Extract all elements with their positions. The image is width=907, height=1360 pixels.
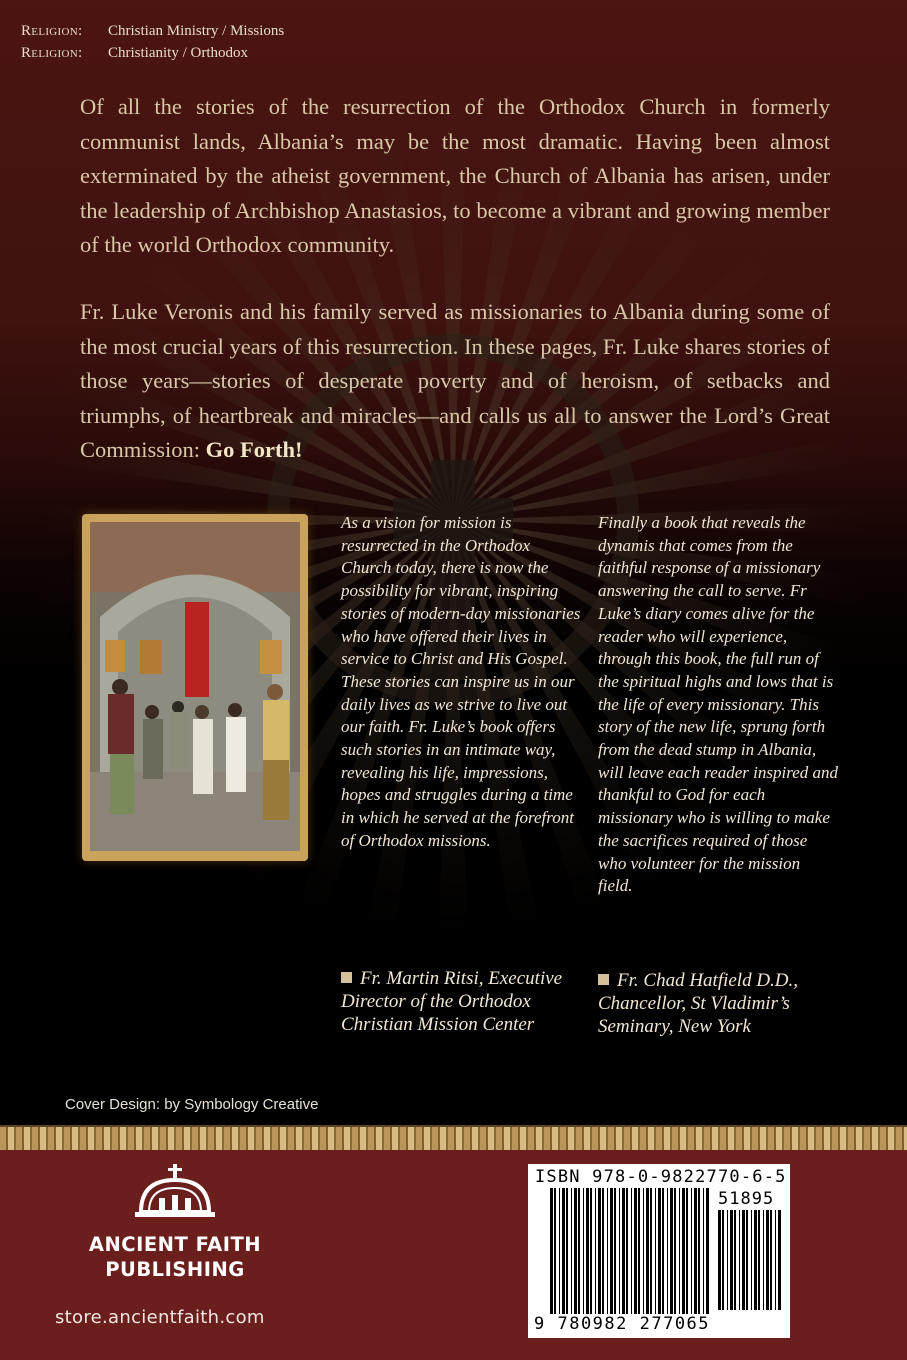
publisher-name — [40, 1232, 310, 1282]
publisher-line-1: ANCIENT FAITH — [88, 1233, 262, 1256]
barcode — [528, 1164, 790, 1338]
category-line-1 — [21, 20, 285, 42]
isbn-text: ISBN 978-0-9822770-6-5 — [535, 1167, 787, 1187]
store-url[interactable]: store.ancientfaith.com — [55, 1307, 265, 1328]
endorsement-quote-1: As a vision for mission is resurrected in the Orthodox Church today, there is now the possibility for vibrant, inspiring stories of modern-day missionaries who have offered their lives in service to Christ and His Gospel. These stories can inspire us in our daily lives as we strive to live out our faith. Fr. Luke’s book offers such stories in an intimate way, revealing his life, impressions, hopes and struggles during a time in which he served at the forefront of Orthodox missions. — [341, 513, 581, 850]
price-code: 51895 — [718, 1189, 775, 1209]
ornamental-band — [0, 1125, 907, 1152]
go-forth-emphasis: Go Forth! — [205, 437, 303, 462]
endorsement-author-1 — [341, 967, 571, 1036]
bullet-square-icon — [341, 972, 352, 983]
barcode-digits: 9 780982 277065 — [534, 1314, 711, 1334]
church-dome-logo-icon — [115, 1162, 235, 1232]
intro-paragraph: Of all the stories of the resurrection of the Orthodox Church in formerly communist lands, Albania’s may be the most dramatic. Having been almost exterminated by the atheist government, the Church of Albania has arisen, under the leadership of Archbishop Anastasios, to become a vibrant and growing member of the world Orthodox community. — [80, 94, 830, 257]
category-key: Religion: — [21, 45, 83, 61]
category-value: Christianity / Orthodox — [108, 45, 248, 61]
category-value: Christian Ministry / Missions — [108, 23, 285, 39]
endorsement-author-2 — [598, 969, 833, 1038]
barcode-bars — [550, 1188, 710, 1314]
publisher-line-2: PUBLISHING — [105, 1258, 245, 1281]
mission-photo-frame — [82, 514, 308, 861]
second-paragraph-text: Fr. Luke Veronis and his family served as missionaries to Albania during some of the most crucial years of this resurrection. In these pages, Fr. Luke shares stories of those years—stories of desperate poverty and of heroism, of setbacks and triumphs, of heartbreak and miracles—and calls us all to answer the Lord’s Great Commission: — [80, 299, 830, 462]
bullet-square-icon — [598, 974, 609, 985]
category-key: Religion: — [21, 23, 83, 39]
second-paragraph — [80, 295, 830, 468]
category-line-2 — [21, 42, 248, 64]
barcode-addon-bars — [718, 1210, 782, 1310]
endorsement-author-2-text: Fr. Chad Hatfield D.D., Chancellor, St Vladimir’s Seminary, New York — [598, 970, 799, 1037]
cover-design-credit: Cover Design: by Symbology Creative — [65, 1096, 319, 1113]
mission-photo — [90, 522, 300, 851]
endorsement-quote-2: Finally a book that reveals the dynamis that comes from the faithful response of a missionary answering the call to serve. Fr Luke’s diary comes alive for the reader who will experience, through this book, the full run of the spiritual highs and lows that is the life of every missionary. This story of the new life, sprung forth from the dead stump in Albania, will leave each reader inspired and thankful to God for each missionary who is willing to make the sacrifices required of those who volunteer for the mission field. — [598, 513, 838, 896]
endorsement-author-1-text: Fr. Martin Ritsi, Executive Director of the Orthodox Christian Mission Center — [341, 968, 563, 1035]
